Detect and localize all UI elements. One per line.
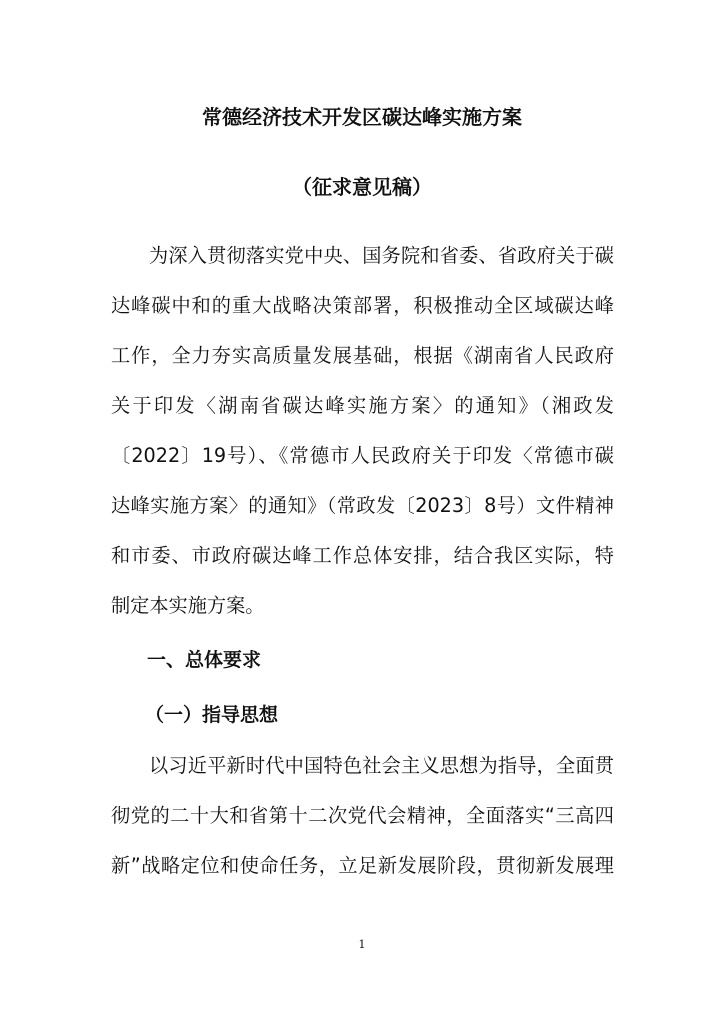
- document-title: 常德经济技术开发区碳达峰实施方案: [202, 105, 522, 129]
- intro-line-3: 工作，全力夯实高质量发展基础，根据《湖南省人民政府: [111, 344, 614, 367]
- intro-line-4: 关于印发〈湖南省碳达峰实施方案〉的通知》（湘政发: [111, 394, 614, 417]
- subsection-heading-guiding-thought: （一）指导思想: [145, 704, 279, 726]
- page-number: 1: [358, 938, 366, 951]
- intro-line-1: 为深入贯彻落实党中央、国务院和省委、省政府关于碳: [149, 244, 614, 267]
- intro-line-5: 〔2022〕19号）、《常德市人民政府关于印发〈常德市碳: [111, 444, 614, 467]
- guiding-line-1: 以习近平新时代中国特色社会主义思想为指导，全面贯: [149, 754, 614, 777]
- document-subtitle: （征求意见稿）: [292, 175, 432, 199]
- intro-line-6: 达峰实施方案〉的通知》（常政发〔2023〕8号）文件精神: [111, 494, 614, 517]
- intro-line-8: 制定本实施方案。: [111, 594, 265, 617]
- guiding-line-3: 新”战略定位和使命任务，立足新发展阶段，贯彻新发展理: [111, 854, 614, 877]
- section-heading-overall-requirements: 一、总体要求: [147, 649, 262, 671]
- guiding-line-2: 彻党的二十大和省第十二次党代会精神，全面落实“三高四: [111, 804, 614, 827]
- intro-line-2: 达峰碳中和的重大战略决策部署，积极推动全区域碳达峰: [111, 294, 614, 317]
- intro-line-7: 和市委、市政府碳达峰工作总体安排，结合我区实际，特: [111, 544, 614, 567]
